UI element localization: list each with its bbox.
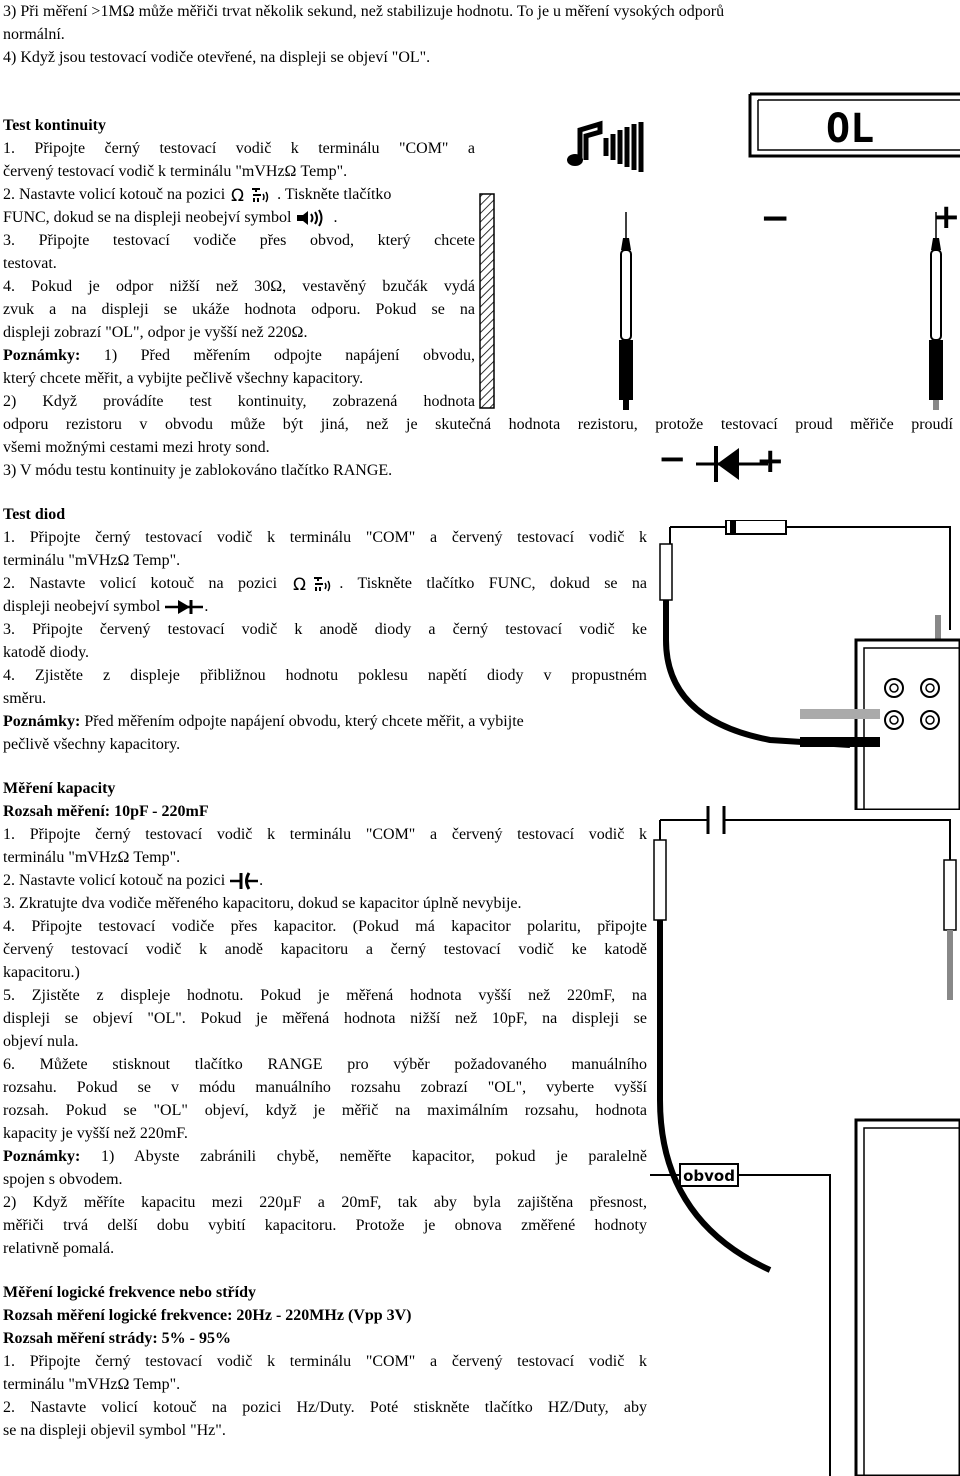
text-line: kapacity je vyšší než 220mF. — [3, 1125, 188, 1142]
text-line: 3. Připojte testovací vodiče přes obvod, který chcete — [3, 232, 475, 249]
text-line: testovat. — [3, 255, 57, 272]
text-line: katodě diody. — [3, 644, 90, 661]
multimeter-body — [856, 1120, 960, 1476]
text-line: který chcete měřit, a vybijte pečlivě všechny kapacitory. — [3, 370, 364, 387]
text-line — [3, 572, 647, 595]
continuity-figure — [476, 90, 960, 410]
section-title-continuity: Test kontinuity — [3, 117, 106, 134]
red-probe — [929, 212, 943, 410]
text-line — [3, 869, 263, 892]
capacitor-test-figure — [650, 800, 960, 1476]
text-line: relativně pomalá. — [3, 1240, 115, 1257]
text-line: terminálu "mVHzΩ Temp". — [3, 1376, 181, 1393]
range-text: Rozsah měření strády: 5% - 95% — [3, 1330, 231, 1347]
resistor-body — [480, 194, 494, 408]
section-title-diode: Test diod — [3, 506, 66, 523]
text-line: displeji zobrazí "OL", odpor je vyšší než 220Ω. — [3, 324, 308, 341]
text-line: 4. Pokud je odpor nižší než 30Ω, vestavěný bzučák vydá — [3, 278, 475, 295]
ohm-buzzer-icon — [229, 185, 277, 205]
text-line — [3, 710, 524, 733]
plus-sign: + — [932, 197, 960, 237]
text-line — [3, 1145, 647, 1168]
range-text: Rozsah měření: 10pF - 220mF — [3, 803, 209, 820]
text-segment: Před měřením odpojte napájení obvodu, který chcete měřit, a vybijte — [80, 713, 524, 730]
text-line: kapacitoru.) — [3, 964, 80, 981]
text-line: 3) Při měření >1MΩ může měřiči trvat několik sekund, než stabilizuje hodnotu. To je u měření vysokých odporů — [3, 3, 725, 20]
text-line: červený testovací vodič k terminálu "mVHzΩ Temp". — [3, 163, 348, 180]
capacitor-symbol-icon — [229, 872, 259, 890]
text-line: červený testovací vodič k anodě kapacitoru a černý testovací vodič ke katodě — [3, 941, 647, 958]
text-line — [3, 206, 337, 229]
notes-label: Poznámky: — [3, 1148, 81, 1165]
text-line: objeví nula. — [3, 1033, 79, 1050]
text-line: všemi možnými cestami mezi hroty sond. — [3, 439, 270, 456]
minus-sign: − — [760, 198, 791, 239]
text-line: 4. Připojte testovací vodiče přes kapacitor. (Pokud má kapacitor polaritu, připojte — [3, 918, 647, 935]
text-segment: . — [333, 209, 338, 226]
diode-figure — [656, 440, 786, 490]
text-line: 1. Připojte černý testovací vodič k terminálu "COM" a červený testovací vodič k — [3, 826, 647, 843]
notes-label: Poznámky: — [3, 347, 81, 364]
text-line: 3) V módu testu kontinuity je zablokováno tlačítko RANGE. — [3, 462, 393, 479]
text-line: měřiči trvá delší dobu vybití kapacitoru. Protože je obnova změřené hodnoty — [3, 1217, 647, 1234]
text-line: terminálu "mVHzΩ Temp". — [3, 552, 181, 569]
text-segment: 1) Před měřením odpojte napájení obvodu, — [80, 347, 475, 364]
section-title-logic: Měření logické frekvence nebo střídy — [3, 1284, 256, 1301]
svg-text:Ω: Ω — [231, 186, 245, 206]
text-line: 2) Když provádíte test kontinuity, zobrazená hodnota — [3, 393, 475, 410]
text-segment: . — [204, 598, 209, 615]
buzzer-symbol-icon — [295, 209, 333, 227]
text-line: 1. Připojte černý testovací vodič k terminálu "COM" a — [3, 140, 475, 157]
text-line: 6. Můžete stisknout tlačítko RANGE pro výběr požadovaného manuálního — [3, 1056, 647, 1073]
text-line: 3. Zkratujte dva vodiče měřeného kapacitoru, dokud se kapacitor úplně nevybije. — [3, 895, 522, 912]
text-line: terminálu "mVHzΩ Temp". — [3, 849, 181, 866]
svg-text:Ω: Ω — [293, 575, 307, 595]
text-line: 3. Připojte červený testovací vodič k anodě diody a černý testovací vodič ke — [3, 621, 647, 638]
text-line: se na displeji objevil symbol "Hz". — [3, 1422, 226, 1439]
black-probe — [619, 212, 633, 410]
range-text: Rozsah měření logické frekvence: 20Hz - 220MHz (Vpp 3V) — [3, 1307, 412, 1324]
ohm-buzzer-icon — [291, 574, 339, 594]
text-line: 4. Zjistěte z displeje přibližnou hodnotu poklesu napětí diody v propustném — [3, 667, 647, 684]
text-line: normální. — [3, 26, 65, 43]
text-line: 2) Když měříte kapacitu mezi 220µF a 20mF, tak aby byla zajištěna přesnost, — [3, 1194, 647, 1211]
diode-body — [717, 448, 739, 480]
text-line: 2. Nastavte volicí kotouč na pozici Hz/Duty. Poté stiskněte tlačítko HZ/Duty, aby — [3, 1399, 647, 1416]
text-line: 1. Připojte černý testovací vodič k terminálu "COM" a červený testovací vodič k — [3, 1353, 647, 1370]
display-reading: OL — [826, 106, 875, 152]
text-segment: . Tiskněte tlačítko — [277, 186, 392, 203]
text-line: pečlivě všechny kapacitory. — [3, 736, 181, 753]
text-line — [3, 595, 208, 618]
diode-test-figure — [650, 520, 960, 810]
text-line: spojen s obvodem. — [3, 1171, 123, 1188]
text-line: směru. — [3, 690, 47, 707]
text-segment: displeji neobejví symbol — [3, 598, 161, 615]
text-line: 4) Když jsou testovací vodiče otevřené, na displeji se objeví "OL". — [3, 49, 431, 66]
section-title-capacity: Měření kapacity — [3, 780, 116, 797]
text-segment: . — [259, 872, 264, 889]
minus-sign: − — [658, 440, 687, 479]
notes-label: Poznámky: — [3, 713, 81, 730]
text-line — [3, 183, 391, 206]
diode-symbol-icon — [164, 599, 204, 615]
text-line: rozsah. Pokud se "OL" objeví, když je měřič na maximálním rozsahu, hodnota — [3, 1102, 647, 1119]
text-line: displeji se objeví "OL". Pokud je měřená hodnota nižší než 10pF, na displeji se — [3, 1010, 647, 1027]
text-segment: 1) Abyste zabránili chybě, neměřte kapacitor, pokud je paralelně — [80, 1148, 647, 1165]
text-line: 5. Zjistěte z displeje hodnotu. Pokud je měřená hodnota vyšší než 220mF, na — [3, 987, 647, 1004]
text-segment: 2. Nastavte volicí kotouč na pozici — [3, 575, 278, 592]
text-segment: FUNC, dokud se na displeji neobejví symbol — [3, 209, 292, 226]
text-line: rozsahu. Pokud se v módu manuálního rozsahu zobrazí "OL", vyberte vyšší — [3, 1079, 647, 1096]
plus-sign: + — [756, 441, 785, 481]
multimeter-body — [856, 640, 960, 810]
circuit-label: obvod — [683, 1167, 735, 1185]
text-line — [3, 344, 475, 367]
text-line: 1. Připojte černý testovací vodič k terminálu "COM" a červený testovací vodič k — [3, 529, 647, 546]
text-segment: 2. Nastavte volicí kotouč na pozici — [3, 872, 226, 889]
text-segment: . Tiskněte tlačítko FUNC, dokud se na — [339, 575, 647, 592]
text-line: odporu rezistoru v obvodu může být jiná, než je skutečná hodnota rezistoru, protože testovací proud měřiče proudí — [3, 416, 953, 433]
text-line: zvuk a na displeji se ukáže hodnota odporu. Pokud se na — [3, 301, 475, 318]
buzzer-sound-icon — [567, 122, 641, 172]
text-segment: 2. Nastavte volicí kotouč na pozici — [3, 186, 226, 203]
